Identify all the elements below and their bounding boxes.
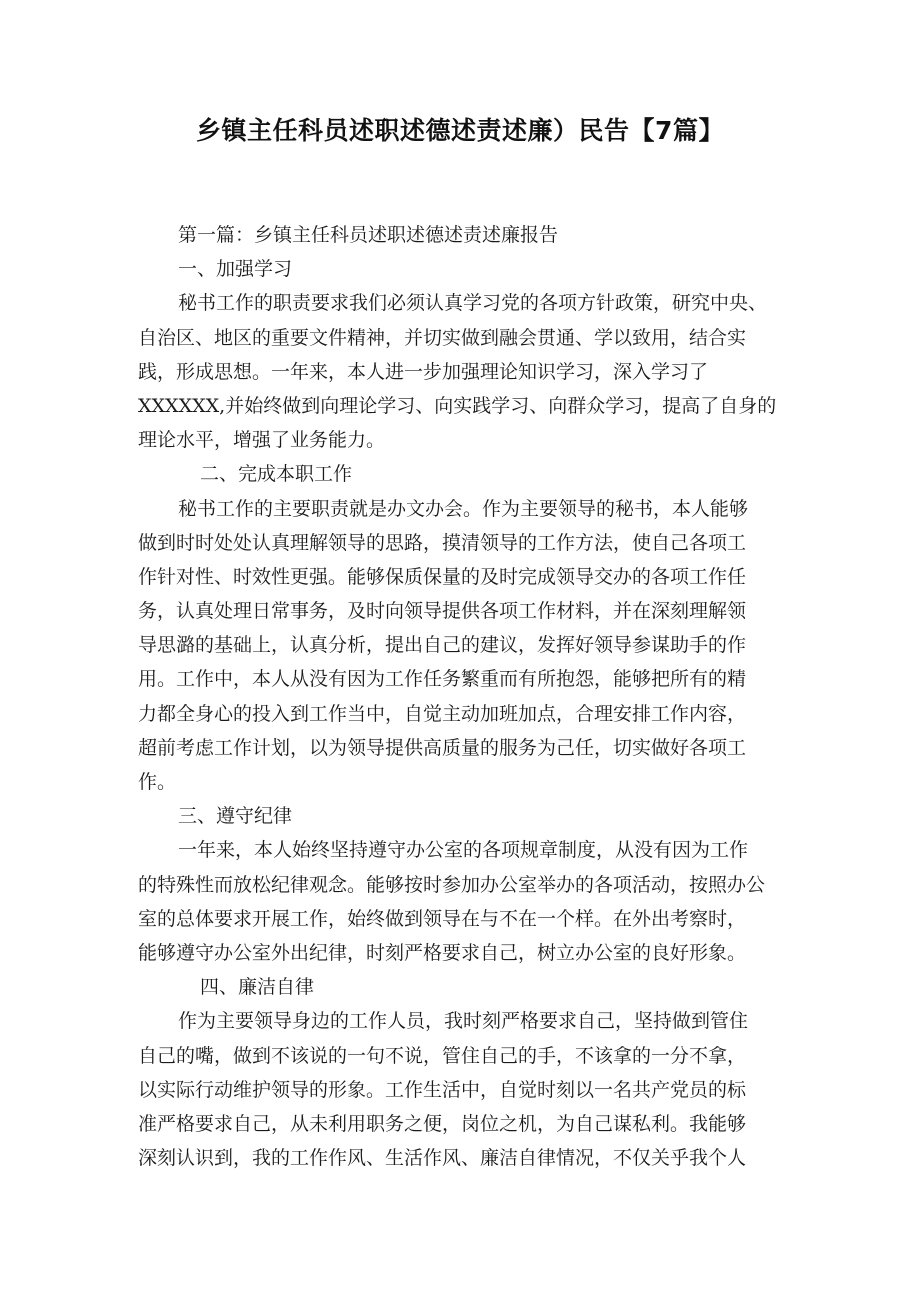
paragraph-line: 自己的嘴，做到不该说的一句不说，管住自己的手，不该拿的一分不拿， xyxy=(138,1044,747,1067)
paragraph-line: 以实际行动维护领导的形象。工作生活中，自觉时刻以一名共产党员的标 xyxy=(138,1078,747,1101)
paragraph-line: 秘书工作的主要职责就是办文办会。作为主要领导的秘书，本人能够 xyxy=(178,497,749,520)
paragraph-line: 用。工作中，本人从没有因为工作任务繁重而有所抱怨，能够把所有的精 xyxy=(138,668,747,691)
paragraph-line: 理论水平，增强了业务能力。 xyxy=(138,429,386,452)
document-body xyxy=(138,218,798,1175)
section-heading-first-article: 第一篇：乡镇主任科员述职述德述责述廉报告 xyxy=(178,224,559,246)
section-heading: 二、完成本职工作 xyxy=(200,463,353,486)
paragraph-line: 作为主要领导身边的工作人员，我时刻严格要求自己，坚持做到管住 xyxy=(178,1010,749,1033)
paragraph-line: 一年来，本人始终坚持遵守办公室的各项规章制度，从没有因为工作 xyxy=(178,839,749,862)
paragraph-line: 践，形成思想。一年来，本人进一步加强理论知识学习，深入学习了 xyxy=(138,360,709,383)
paragraph-line: 做到时时处处认真理解领导的思路，摸清领导的工作方法，使自己各项工 xyxy=(138,531,747,554)
document-title: 乡镇主任科员述职述德述责述廉）民告【7篇】 xyxy=(196,116,724,145)
paragraph-line: 能够遵守办公室外出纪律，时刻严格要求自己，树立办公室的良好形象。 xyxy=(138,941,747,964)
paragraph-line: 的特殊性而放松纪律观念。能够按时参加办公室举办的各项活动，按照办公 xyxy=(138,873,766,896)
section-heading: 四、廉洁自律 xyxy=(200,976,315,999)
paragraph-line: 超前考虑工作计划，以为领导提供高质量的服务为己任，切实做好各项工 xyxy=(138,736,747,759)
paragraph-line: 深刻认识到，我的工作作风、生活作风、廉洁自律情况，不仅关乎我个人 xyxy=(138,1147,747,1170)
paragraph-line: 自治区、地区的重要文件精神，并切实做到融会贯通、学以致用，结合实 xyxy=(138,326,747,349)
paragraph-line: 作。 xyxy=(138,771,177,793)
paragraph-line: 室的总体要求开展工作，始终做到领导在与不在一个样。在外出考察时， xyxy=(138,907,747,930)
section-heading: 三、遵守纪律 xyxy=(178,805,293,828)
paragraph-line: 作针对性、时效性更强。能够保质保量的及时完成领导交办的各项工作任 xyxy=(138,565,747,588)
paragraph-line: 力都全身心的投入到工作当中，自觉主动加班加点，合理安排工作内容， xyxy=(138,702,747,725)
paragraph-line: XXXXXX,并始终做到向理论学习、向实践学习、向群众学习，提高了自身的 xyxy=(138,394,777,417)
paragraph-line: 务，认真处理日常事务，及时向领导提供各项工作材料，并在深刻理解领 xyxy=(138,600,747,623)
section-heading: 一、加强学习 xyxy=(178,258,293,281)
paragraph-line: 导思潞的基础上，认真分析，提出自己的建议，发挥好领导参谋助手的作 xyxy=(138,634,747,657)
paragraph-line: 秘书工作的职责要求我们必须认真学习党的各项方针政策，研究中央、 xyxy=(178,292,768,315)
paragraph-line: 准严格要求自己，从未利用职务之便，岗位之机，为自己谋私利。我能够 xyxy=(138,1112,747,1135)
